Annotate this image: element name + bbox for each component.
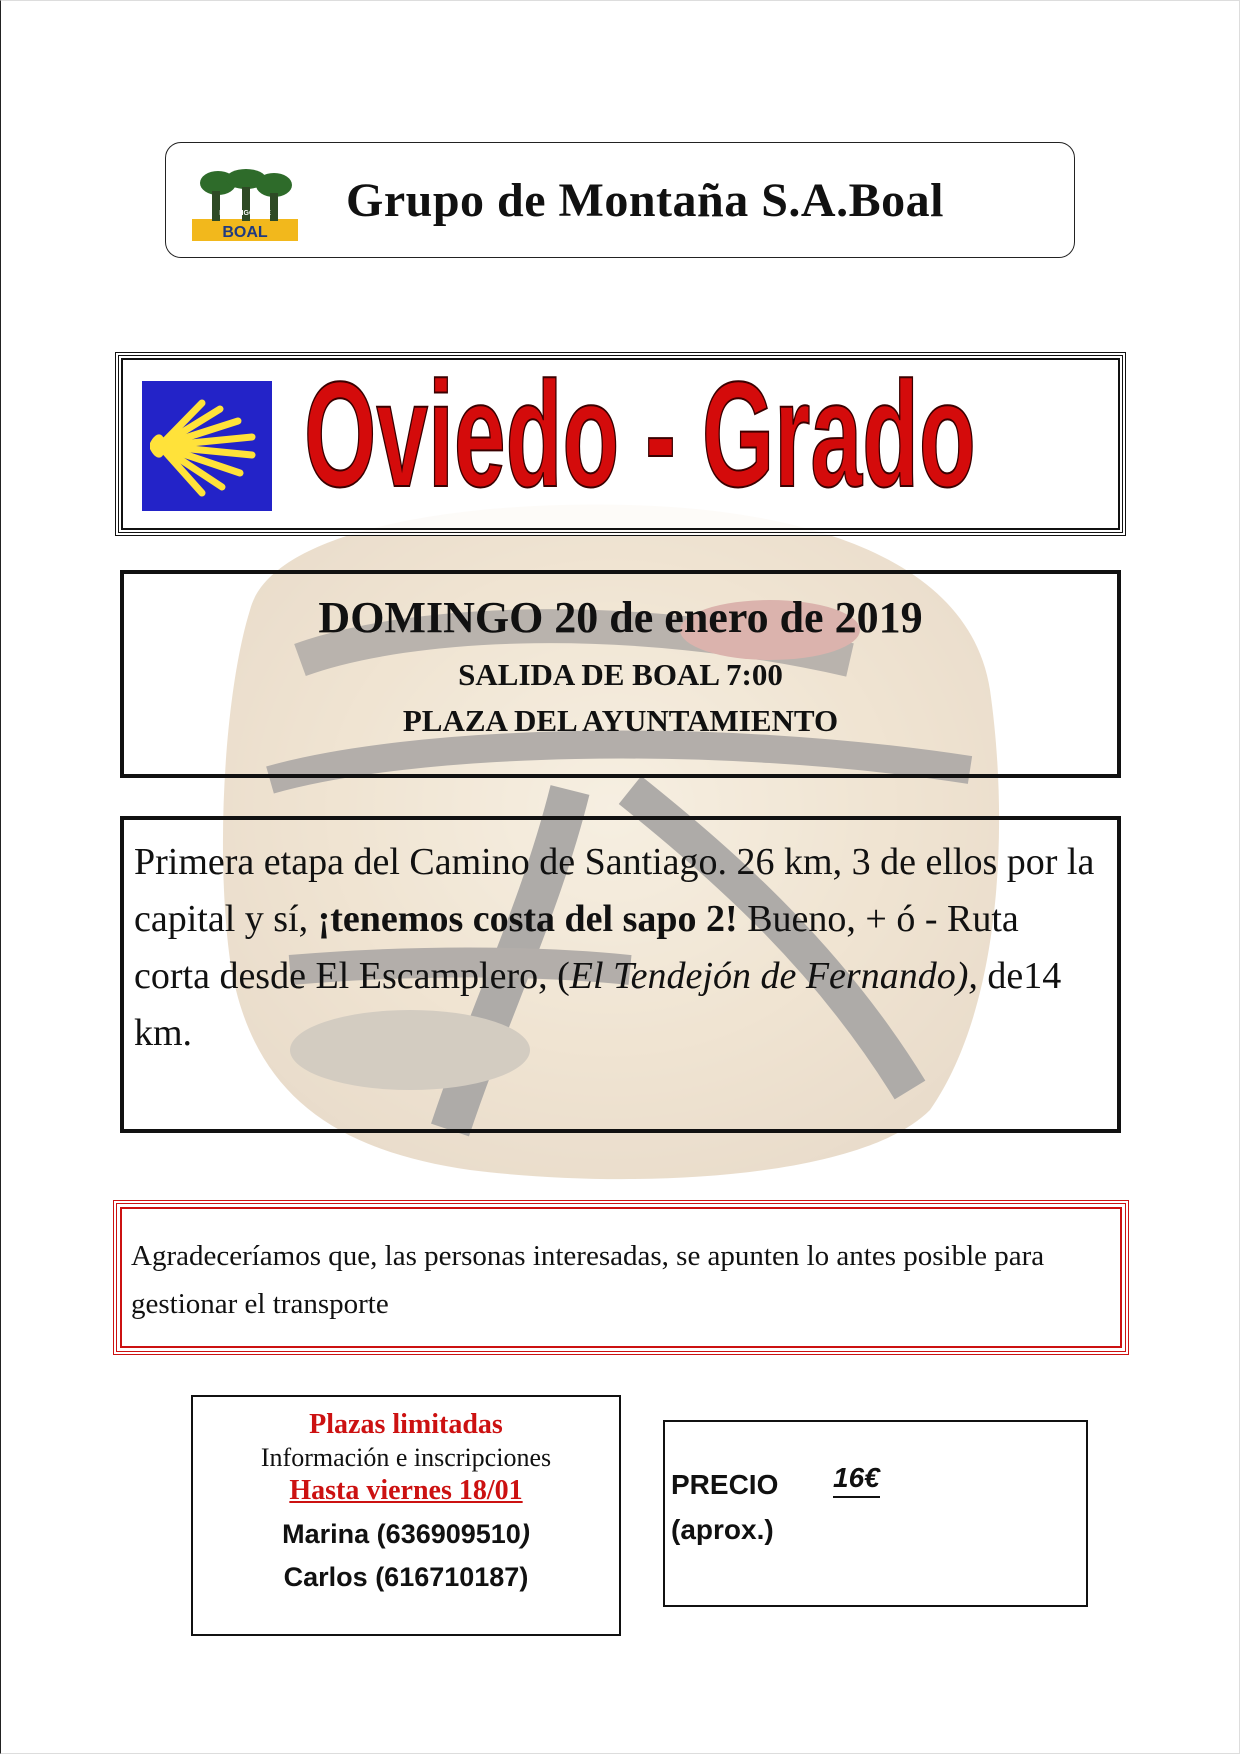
- registration-deadline: Hasta viernes 18/01: [289, 1475, 523, 1506]
- contact-marina: [193, 1519, 619, 1550]
- description-italic: El Tendejón de Fernando),: [569, 955, 978, 997]
- price-value: 16€: [833, 1462, 880, 1498]
- contact-marina-text: Marina (636909510: [282, 1519, 521, 1549]
- club-logo: [192, 169, 298, 241]
- club-name: Grupo de Montaña S.A.Boal: [346, 174, 944, 227]
- registration-note-text: Agradeceríamos que, las personas interesadas, se apunten lo antes posible para gestionar el transporte: [131, 1240, 1045, 1320]
- club-header: [165, 142, 1075, 258]
- departure-time: SALIDA DE BOAL 7:00: [458, 657, 783, 692]
- info-title: Información e inscripciones: [260, 1443, 552, 1472]
- route-title: Oviedo - Grado: [304, 350, 976, 518]
- contact-marina-end: ): [520, 1519, 530, 1549]
- description-text-3: de14 km.: [134, 955, 1062, 1054]
- description-highlight: ¡tenemos costa del sapo 2!: [317, 898, 738, 940]
- info-box: [191, 1395, 621, 1636]
- description-text-2: Bueno, + ó - Ruta corta desde El Escamplero, (: [134, 898, 1019, 997]
- scallop-shell-icon: [142, 381, 272, 511]
- limited-places: Plazas limitadas: [309, 1409, 503, 1440]
- event-date: DOMINGO 20 de enero de 2019: [318, 593, 923, 642]
- contact-carlos: Carlos (616710187): [283, 1562, 529, 1592]
- route-title-box: [115, 352, 1126, 536]
- description-text: Primera etapa del Camino de Santiago. 26 km, 3 de ellos por la capital y sí,: [134, 841, 1095, 940]
- svg-text:BOAL: BOAL: [222, 224, 268, 241]
- route-description: [120, 816, 1121, 1133]
- price-label: PRECIO: [671, 1469, 779, 1500]
- price-box: [663, 1420, 1088, 1607]
- meeting-point: PLAZA DEL AYUNTAMIENTO: [402, 703, 839, 738]
- svg-text:DE AMIGOS DE: DE AMIGOS DE: [219, 210, 271, 217]
- price-note: (aprox.): [671, 1514, 774, 1545]
- registration-note: [113, 1200, 1129, 1355]
- event-details-box: [120, 570, 1121, 778]
